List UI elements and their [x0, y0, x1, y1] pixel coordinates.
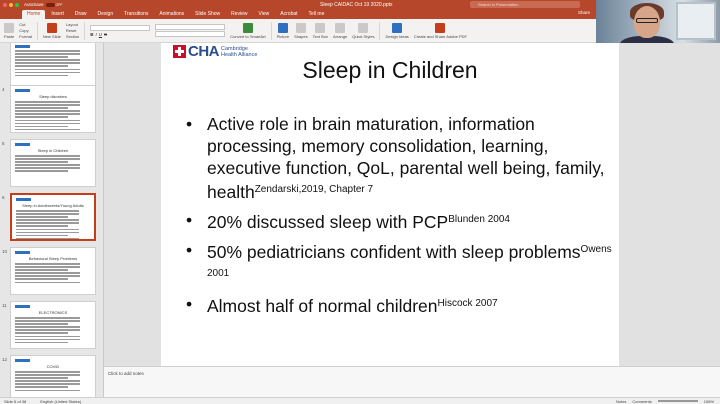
- notes-toggle-button[interactable]: Notes: [615, 398, 627, 404]
- cut-button[interactable]: Cut: [19, 22, 26, 27]
- language-indicator[interactable]: English (United States): [40, 398, 82, 404]
- thumbnail-text-line: [15, 272, 80, 274]
- thumbnail-logo: [15, 305, 30, 308]
- thumbnail-number: 4: [2, 87, 5, 92]
- strikethrough-button[interactable]: S: [104, 31, 108, 37]
- zoom-level[interactable]: 108%: [703, 398, 714, 404]
- picture-icon: [278, 23, 288, 33]
- thumbnail-text-line: [16, 232, 79, 234]
- thumbnail-text-line: [15, 62, 80, 64]
- thumbnail-text-line: [15, 390, 80, 392]
- slide-thumbnail[interactable]: [10, 301, 96, 349]
- thumbnail-text-line: [15, 161, 68, 163]
- section-button[interactable]: Section: [65, 34, 80, 39]
- divider: [37, 22, 38, 40]
- search-input[interactable]: [470, 1, 580, 8]
- tab-view[interactable]: View: [258, 11, 270, 17]
- thumbnail-text-line: [15, 332, 68, 334]
- video-person-glasses: [636, 18, 658, 23]
- thumbnail-logo: [16, 198, 31, 201]
- thumbnail-text-line: [15, 56, 68, 58]
- citation: Blunden 2004: [448, 214, 510, 225]
- document-title: Sleep CAIDAC Oct 19 2020.pptx: [320, 1, 393, 8]
- title-bar: [0, 0, 596, 9]
- thumbnail-text-line: [15, 113, 80, 115]
- tab-acrobat[interactable]: Acrobat: [280, 11, 298, 17]
- thumbnail-text-line: [15, 278, 68, 280]
- shapes-icon: [296, 23, 306, 33]
- video-window-frame: [676, 2, 716, 40]
- thumbnail-text-line: [16, 225, 68, 227]
- thumbnail-text-line: [15, 339, 80, 341]
- thumbnail-text-line: [15, 164, 80, 166]
- slide-title: Sleep in Children: [302, 57, 478, 83]
- thumbnail-text-line: [15, 282, 80, 284]
- status-bar: [0, 397, 720, 404]
- copy-button[interactable]: Copy: [19, 28, 29, 33]
- convert-smartart-button[interactable]: [230, 23, 265, 39]
- format-painter-button[interactable]: Format: [19, 34, 32, 39]
- paste-icon: [4, 23, 14, 33]
- thumbnail-text-line: [15, 275, 80, 277]
- font-group: [90, 25, 150, 37]
- tab-design[interactable]: Design: [97, 11, 114, 17]
- thumbnail-text-line: [15, 266, 80, 268]
- ribbon-tabs: [0, 9, 596, 19]
- new-slide-label: New Slide: [42, 33, 61, 39]
- arrange-icon: [335, 23, 345, 33]
- bullet-item: [183, 293, 613, 317]
- thumbnail-text-line: [15, 374, 80, 376]
- font-name-field[interactable]: [90, 25, 150, 31]
- thumbnail-text-line: [15, 75, 68, 77]
- thumbnail-text-line: [16, 229, 79, 231]
- thumbnail-text-line: [15, 107, 68, 109]
- paste-button[interactable]: [4, 23, 14, 39]
- thumbnail-text-line: [15, 53, 80, 55]
- thumbnail-number: 11: [2, 303, 7, 308]
- text-box-button[interactable]: [313, 23, 328, 39]
- thumbnail-text-line: [15, 126, 68, 128]
- thumbnail-text-line: [15, 104, 80, 106]
- logo-text: CHA: [188, 43, 219, 60]
- thumbnail-logo: [15, 359, 30, 362]
- status-controls: [616, 399, 714, 404]
- slide-canvas: [104, 43, 720, 366]
- text-box-label: Text Box: [312, 33, 328, 39]
- logo-sub-line2: Health Alliance: [221, 51, 258, 58]
- slide-thumbnail[interactable]: [10, 355, 96, 397]
- share-button[interactable]: Share: [577, 10, 590, 15]
- clipboard-group: [19, 22, 32, 39]
- thumbnail-text-line: [15, 116, 68, 118]
- thumbnail-text-line: [15, 386, 68, 388]
- thumbnail-text-line: [15, 377, 68, 379]
- thumbnail-text-line: [15, 326, 80, 328]
- thumbnail-text-line: [15, 101, 80, 103]
- thumbnail-text-line: [15, 158, 80, 160]
- bold-button[interactable]: B: [90, 31, 94, 37]
- thumbnail-text-line: [16, 216, 68, 218]
- bullet-text: Active role in brain maturation, information processing, memory consolidation, learning, executive function, QoL, parental well being, family, health: [207, 114, 605, 202]
- thumbnail-title: Sleep in Children: [37, 148, 69, 153]
- tab-insert[interactable]: Insert: [51, 11, 64, 17]
- thumbnail-number: 12: [2, 357, 8, 362]
- slide-thumbnail[interactable]: [10, 193, 96, 241]
- italic-button[interactable]: I: [95, 31, 97, 37]
- tab-slide-show[interactable]: Slide Show: [195, 11, 221, 17]
- zoom-slider[interactable]: [658, 400, 698, 402]
- slide-options-group: [66, 22, 79, 39]
- notes-placeholder: Click to add notes: [108, 371, 144, 376]
- thumbnail-text-line: [16, 235, 68, 237]
- thumbnail-text-line: [15, 269, 68, 271]
- divider: [84, 22, 85, 40]
- divider: [271, 22, 272, 40]
- tab-review[interactable]: Review: [231, 11, 248, 17]
- thumbnail-title: Behavioral Sleep Problems: [28, 256, 78, 261]
- bullet-text: 50% pediatricians confident with sleep problems: [207, 242, 581, 262]
- thumbnail-text-line: [15, 380, 80, 382]
- design-ideas-button[interactable]: [385, 23, 408, 39]
- thumbnail-text-line: [15, 120, 80, 122]
- bullet-text: 20% discussed sleep with PCP: [207, 212, 449, 232]
- citation: Zendarski,2019, Chapter 7: [254, 184, 374, 195]
- tab-draw[interactable]: Draw: [74, 11, 87, 17]
- close-window-button[interactable]: [3, 3, 7, 7]
- thumbnail-number: 6: [2, 195, 5, 200]
- slide-thumbnail[interactable]: [10, 247, 96, 295]
- citation: Owens 2001: [207, 244, 612, 279]
- minimize-window-button[interactable]: [9, 3, 13, 7]
- picture-label: Picture: [276, 33, 290, 39]
- slide-thumbnail-pane[interactable]: [0, 43, 104, 397]
- zoom-window-button[interactable]: [15, 3, 19, 7]
- format-row: [90, 32, 150, 37]
- thumbnail-text-line: [15, 50, 80, 52]
- slide-counter: Slide 6 of 38: [4, 398, 27, 404]
- tab-animations[interactable]: Animations: [159, 11, 185, 17]
- bullet-item: [183, 113, 613, 203]
- new-slide-icon: [47, 23, 57, 33]
- smartart-icon: [243, 23, 253, 33]
- thumbnail-text-line: [15, 323, 68, 325]
- thumbnail-text-line: [15, 65, 68, 67]
- bullet-text: Almost half of normal children: [207, 296, 438, 316]
- bullet-list: [183, 113, 613, 323]
- bullet-item: [183, 239, 613, 287]
- thumbnail-text-line: [15, 342, 68, 344]
- thumbnail-text-line: [15, 336, 80, 338]
- thumbnail-logo: [15, 45, 30, 48]
- thumbnail-text-line: [15, 263, 80, 265]
- adobe-pdf-icon: [435, 23, 445, 33]
- underline-button[interactable]: U: [98, 31, 103, 37]
- adobe-pdf-button[interactable]: [414, 23, 467, 39]
- divider: [379, 22, 380, 40]
- thumbnail-number: 10: [2, 249, 8, 254]
- thumbnail-text-line: [16, 219, 79, 221]
- picture-button[interactable]: [277, 23, 289, 39]
- thumbnail-text-line: [15, 320, 80, 322]
- autosave-label: AutoSave: [24, 2, 44, 7]
- thumbnail-text-line: [16, 213, 79, 215]
- thumbnail-text-line: [15, 123, 80, 125]
- tab-home[interactable]: Home: [22, 10, 45, 19]
- notes-pane[interactable]: [104, 366, 720, 397]
- convert-label: Convert to SmartArt: [230, 33, 266, 39]
- thumbnail-text-line: [15, 383, 80, 385]
- slide-thumbnail[interactable]: [10, 85, 96, 133]
- paragraph-group: [155, 24, 225, 37]
- logo-sub-line1: Cambridge: [221, 45, 248, 52]
- reset-button[interactable]: Reset: [65, 28, 77, 33]
- autosave-state: OFF: [55, 2, 63, 7]
- thumbnail-text-line: [15, 155, 80, 157]
- arrange-label: Arrange: [332, 33, 348, 39]
- tab-transitions[interactable]: Transitions: [124, 11, 149, 17]
- comments-toggle-button[interactable]: Comments: [632, 398, 652, 404]
- thumbnail-text-line: [15, 59, 80, 61]
- thumbnail-logo: [15, 89, 30, 92]
- thumbnail-text-line: [15, 371, 80, 373]
- shapes-label: Shapes: [294, 33, 308, 39]
- thumbnail-text-line: [15, 69, 80, 71]
- thumbnail-title: Sleep disorders: [39, 94, 67, 99]
- logo-subtitle: [221, 46, 257, 58]
- arrange-button[interactable]: [333, 23, 347, 39]
- search-placeholder: Search in Presentation: [478, 2, 519, 7]
- slide-thumbnail[interactable]: [10, 43, 96, 89]
- thumbnail-text-line: [15, 110, 80, 112]
- slide-thumbnail[interactable]: [10, 139, 96, 187]
- paragraph-controls[interactable]: [155, 24, 225, 30]
- new-slide-button[interactable]: [43, 23, 61, 39]
- thumbnail-text-line: [15, 317, 80, 319]
- ribbon-toolbar: [0, 19, 596, 43]
- shapes-button[interactable]: [294, 23, 308, 39]
- thumbnail-text-line: [15, 329, 80, 331]
- text-box-icon: [315, 23, 325, 33]
- design-ideas-icon: [392, 23, 402, 33]
- alignment-controls[interactable]: [155, 31, 225, 37]
- thumbnail-title: ELECTRONICS: [38, 310, 68, 315]
- tab-tell-me[interactable]: Tell me: [308, 11, 325, 17]
- thumbnail-title: Sleep in Adolescents/Young Adults: [22, 203, 84, 208]
- quick-styles-label: Quick Styles: [352, 33, 375, 39]
- thumbnail-text-line: [16, 222, 79, 224]
- paste-label: Paste: [4, 33, 15, 39]
- design-ideas-label: Design Ideas: [385, 33, 409, 39]
- thumbnail-text-line: [16, 210, 79, 212]
- thumbnail-text-line: [15, 72, 80, 74]
- thumbnail-logo: [15, 251, 30, 254]
- thumbnail-title: COVID: [46, 364, 60, 369]
- current-slide[interactable]: [161, 43, 619, 366]
- quick-styles-icon: [358, 23, 368, 33]
- window-controls: [3, 3, 19, 7]
- thumbnail-text-line: [16, 238, 79, 240]
- thumbnail-text-line: [15, 170, 68, 172]
- layout-button[interactable]: Layout: [65, 22, 78, 27]
- citation: Hiscock 2007: [437, 298, 498, 309]
- thumbnail-number: 5: [2, 141, 5, 146]
- thumbnail-text-line: [15, 167, 80, 169]
- autosave-toggle[interactable]: [46, 3, 55, 7]
- bullet-item: [183, 209, 613, 233]
- thumbnail-text-line: [15, 129, 80, 131]
- quick-styles-button[interactable]: [352, 23, 374, 39]
- thumbnail-logo: [15, 143, 30, 146]
- adobe-pdf-label: Create and Share Adobe PDF: [413, 33, 467, 39]
